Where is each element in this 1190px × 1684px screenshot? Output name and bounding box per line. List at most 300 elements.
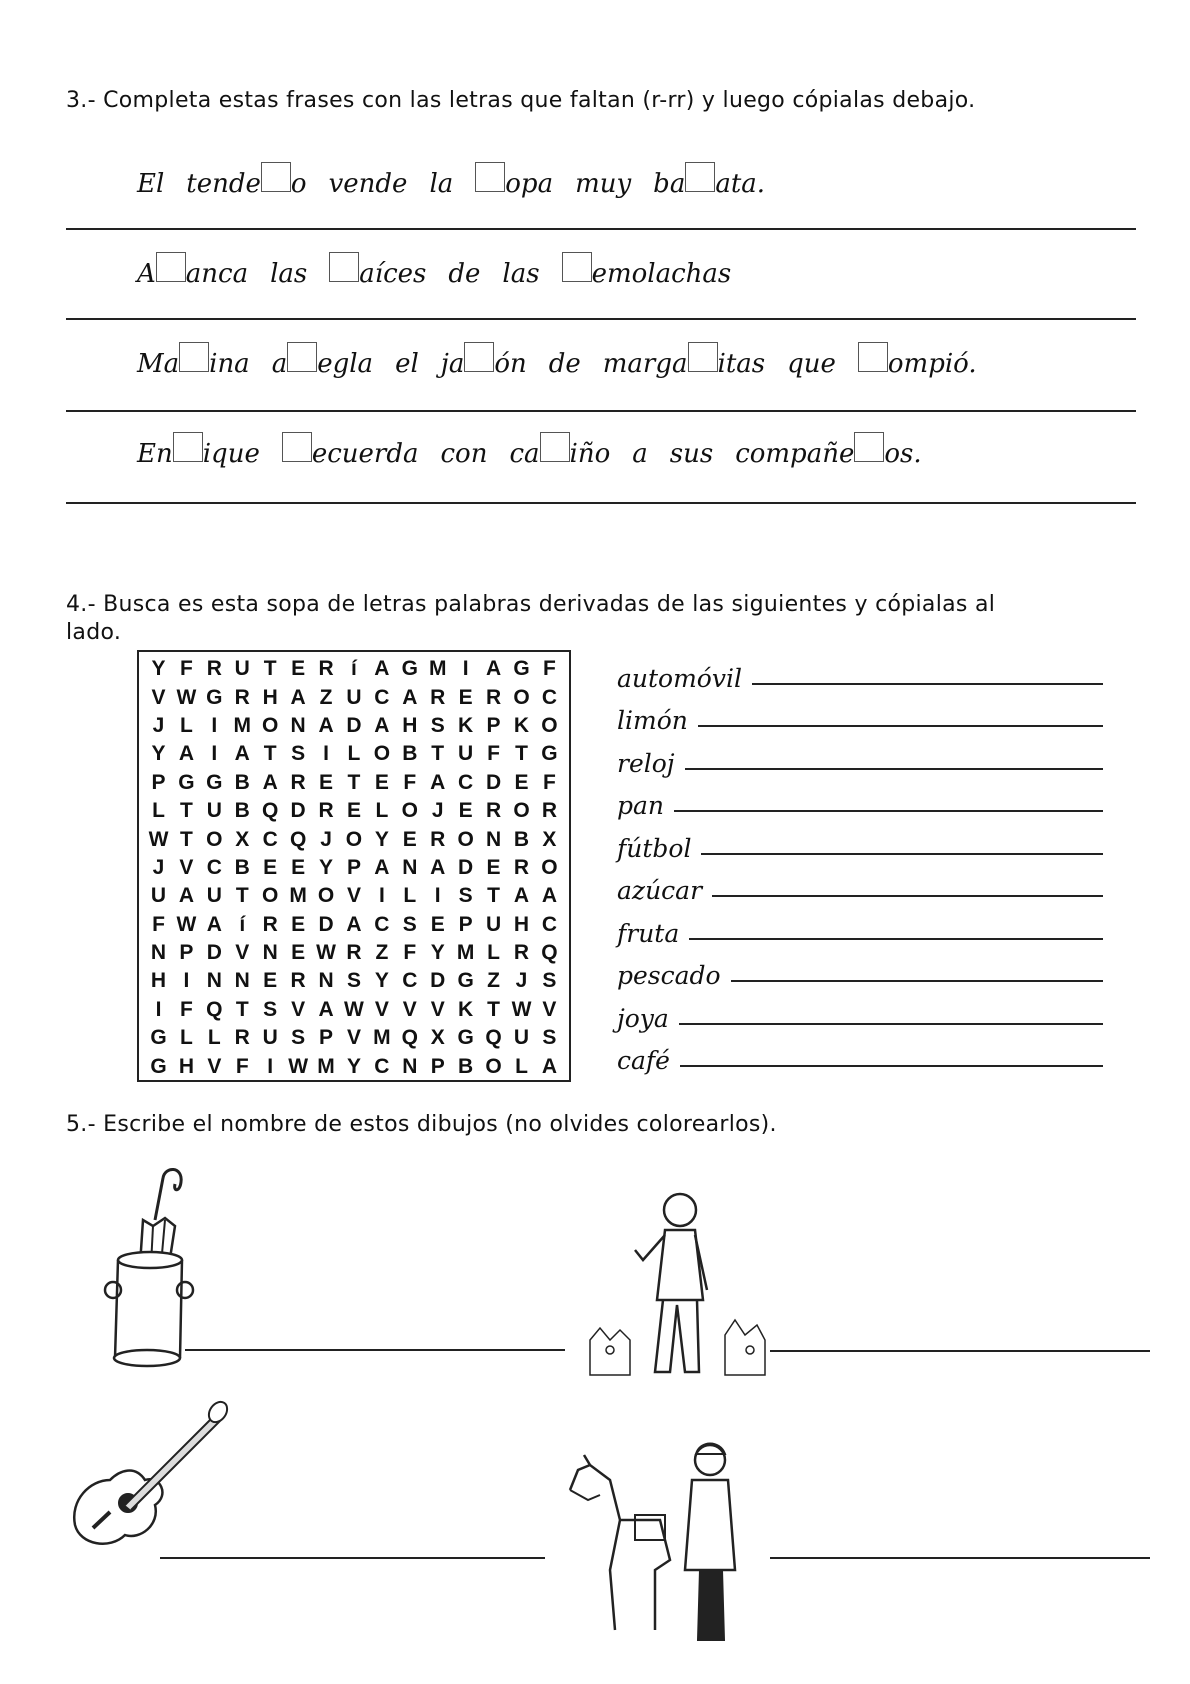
grid-letter[interactable]: Q bbox=[541, 941, 558, 965]
grid-letter[interactable]: R bbox=[234, 685, 250, 709]
grid-letter[interactable]: V bbox=[346, 884, 361, 908]
grid-letter[interactable]: V bbox=[402, 997, 417, 1021]
grid-letter[interactable]: J bbox=[152, 713, 165, 737]
letter-blank-box[interactable] bbox=[261, 162, 291, 192]
grid-letter[interactable]: E bbox=[263, 855, 278, 879]
source-word: café bbox=[617, 1046, 670, 1075]
copy-line-4[interactable] bbox=[66, 502, 1136, 504]
grid-letter[interactable]: F bbox=[487, 742, 500, 766]
letter-blank-box[interactable] bbox=[156, 252, 186, 282]
grid-letter[interactable]: S bbox=[542, 1026, 557, 1050]
grid-letter[interactable]: S bbox=[458, 884, 473, 908]
letter-blank-box[interactable] bbox=[854, 432, 884, 462]
grid-letter[interactable]: N bbox=[290, 713, 306, 737]
grid-row bbox=[145, 797, 563, 825]
grid-letter[interactable]: R bbox=[485, 685, 502, 709]
grid-letter[interactable]: A bbox=[206, 912, 222, 936]
grid-letter[interactable]: E bbox=[430, 912, 445, 936]
grid-letter[interactable]: R bbox=[513, 855, 530, 879]
grid-letter[interactable]: A bbox=[178, 742, 194, 766]
letter-blank-box[interactable] bbox=[562, 252, 592, 282]
grid-letter[interactable]: M bbox=[456, 941, 475, 965]
word-list-item bbox=[617, 905, 1107, 948]
grid-letter[interactable]: T bbox=[487, 884, 500, 908]
grid-row bbox=[145, 967, 563, 995]
grid-letter[interactable]: E bbox=[263, 969, 278, 993]
grid-letter[interactable]: G bbox=[457, 1026, 474, 1050]
grid-letter[interactable]: G bbox=[401, 657, 418, 681]
grid-letter[interactable]: A bbox=[374, 657, 390, 681]
grid-letter[interactable]: V bbox=[542, 997, 557, 1021]
grid-letter[interactable]: U bbox=[262, 1026, 278, 1050]
grid-letter[interactable]: C bbox=[374, 912, 390, 936]
word-fragment: ja bbox=[440, 349, 465, 379]
grid-letter[interactable]: C bbox=[458, 770, 474, 794]
grid-letter[interactable]: C bbox=[374, 685, 390, 709]
grid-letter[interactable]: V bbox=[374, 997, 389, 1021]
grid-letter[interactable]: A bbox=[513, 884, 530, 908]
sentence-word bbox=[575, 169, 631, 199]
answer-line[interactable] bbox=[701, 853, 1103, 855]
grid-letter[interactable]: N bbox=[318, 969, 334, 993]
grid-letter[interactable]: W bbox=[176, 685, 197, 709]
grid-letter[interactable]: J bbox=[320, 827, 332, 851]
grid-letter[interactable]: L bbox=[403, 884, 417, 908]
grid-letter[interactable]: H bbox=[513, 912, 530, 936]
grid-letter[interactable]: S bbox=[291, 742, 306, 766]
grid-letter[interactable]: R bbox=[430, 827, 446, 851]
grid-letter[interactable]: G bbox=[457, 969, 474, 993]
grid-row bbox=[145, 911, 563, 939]
grid-letter[interactable]: D bbox=[290, 799, 306, 823]
grid-letter[interactable]: N bbox=[150, 941, 167, 965]
grid-letter[interactable]: K bbox=[458, 713, 474, 737]
grid-letter[interactable]: C bbox=[402, 969, 418, 993]
grid-letter[interactable]: Y bbox=[430, 941, 445, 965]
grid-letter[interactable]: G bbox=[206, 685, 223, 709]
grid-letter[interactable]: S bbox=[430, 713, 445, 737]
grid-letter[interactable]: J bbox=[431, 799, 444, 823]
exercise-5-heading: 5.- Escribe el nombre de estos dibujos (no olvides colorearlos). bbox=[66, 1112, 777, 1137]
grid-letter[interactable]: D bbox=[318, 912, 334, 936]
grid-letter[interactable]: A bbox=[262, 770, 278, 794]
grid-letter[interactable]: Z bbox=[319, 685, 333, 709]
sentence-word bbox=[137, 169, 164, 199]
grid-letter[interactable]: U bbox=[485, 912, 502, 936]
word-fragment: Ma bbox=[137, 349, 180, 379]
grid-letter[interactable]: Q bbox=[485, 1026, 502, 1050]
grid-letter[interactable]: L bbox=[487, 941, 500, 965]
grid-letter[interactable]: R bbox=[541, 799, 557, 823]
grid-letter[interactable]: T bbox=[263, 657, 277, 681]
sentence-word bbox=[603, 342, 765, 379]
letter-blank-box[interactable] bbox=[287, 342, 317, 372]
sentence-1 bbox=[137, 162, 787, 199]
grid-letter[interactable]: U bbox=[234, 657, 250, 681]
answer-line-guitar[interactable] bbox=[160, 1557, 545, 1559]
grid-letter[interactable]: W bbox=[511, 997, 532, 1021]
grid-letter[interactable]: V bbox=[151, 685, 166, 709]
grid-letter[interactable]: A bbox=[430, 770, 446, 794]
grid-letter[interactable]: B bbox=[402, 742, 418, 766]
grid-letter[interactable]: J bbox=[515, 969, 528, 993]
grid-row bbox=[145, 683, 563, 711]
grid-letter[interactable]: Q bbox=[206, 997, 223, 1021]
grid-letter[interactable]: R bbox=[346, 941, 362, 965]
letter-blank-box[interactable] bbox=[540, 432, 570, 462]
grid-letter[interactable]: F bbox=[235, 1054, 249, 1078]
sentence-3 bbox=[137, 342, 999, 379]
grid-letter[interactable]: W bbox=[316, 941, 336, 965]
grid-letter[interactable]: R bbox=[318, 799, 334, 823]
grid-row bbox=[145, 712, 563, 740]
grid-letter[interactable]: U bbox=[206, 799, 222, 823]
word-fragment: anca bbox=[185, 259, 249, 289]
grid-letter[interactable]: Y bbox=[374, 827, 389, 851]
grid-letter[interactable]: E bbox=[486, 855, 501, 879]
grid-letter[interactable]: C bbox=[541, 685, 557, 709]
letter-blank-box[interactable] bbox=[173, 432, 203, 462]
grid-letter[interactable]: I bbox=[211, 713, 218, 737]
answer-line[interactable] bbox=[689, 938, 1103, 940]
grid-letter[interactable]: Y bbox=[151, 657, 166, 681]
letter-blank-box[interactable] bbox=[329, 252, 359, 282]
answer-line[interactable] bbox=[752, 683, 1103, 685]
grid-letter[interactable]: G bbox=[150, 1054, 167, 1078]
grid-letter[interactable]: D bbox=[430, 969, 446, 993]
grid-letter[interactable]: C bbox=[262, 827, 278, 851]
grid-letter[interactable]: O bbox=[513, 799, 530, 823]
answer-line-giant-figure[interactable] bbox=[770, 1350, 1150, 1352]
sentence-word bbox=[735, 432, 921, 469]
grid-letter[interactable]: E bbox=[291, 657, 306, 681]
word-list-item bbox=[617, 778, 1107, 821]
grid-letter[interactable]: B bbox=[458, 1054, 474, 1078]
grid-letter[interactable]: P bbox=[179, 941, 194, 965]
grid-letter[interactable]: T bbox=[431, 742, 445, 766]
sentence-word bbox=[448, 259, 480, 289]
grid-letter[interactable]: I bbox=[434, 884, 441, 908]
grid-letter[interactable]: K bbox=[458, 997, 474, 1021]
grid-letter[interactable]: A bbox=[346, 912, 362, 936]
grid-letter[interactable]: O bbox=[345, 827, 363, 851]
grid-letter[interactable]: V bbox=[207, 1054, 222, 1078]
grid-letter[interactable]: N bbox=[402, 1054, 418, 1078]
grid-letter[interactable]: L bbox=[375, 799, 389, 823]
grid-letter[interactable]: E bbox=[514, 770, 529, 794]
grid-letter[interactable]: R bbox=[262, 912, 278, 936]
grid-letter[interactable]: K bbox=[513, 713, 530, 737]
grid-letter[interactable]: U bbox=[513, 1026, 530, 1050]
grid-letter[interactable]: T bbox=[180, 827, 193, 851]
grid-letter[interactable]: R bbox=[206, 657, 222, 681]
grid-letter[interactable]: V bbox=[291, 997, 306, 1021]
grid-letter[interactable]: T bbox=[263, 742, 277, 766]
grid-letter[interactable]: F bbox=[180, 657, 193, 681]
grid-letter[interactable]: E bbox=[402, 827, 417, 851]
answer-line[interactable] bbox=[698, 725, 1103, 727]
copy-line-3[interactable] bbox=[66, 410, 1136, 412]
grid-letter[interactable]: P bbox=[151, 770, 166, 794]
grid-letter[interactable]: X bbox=[235, 827, 250, 851]
grid-letter[interactable]: B bbox=[234, 799, 250, 823]
grid-letter[interactable]: R bbox=[430, 685, 446, 709]
grid-letter[interactable]: P bbox=[346, 855, 361, 879]
grid-letter[interactable]: A bbox=[374, 855, 390, 879]
grid-letter[interactable]: W bbox=[176, 912, 197, 936]
grid-letter[interactable]: O bbox=[485, 1054, 502, 1078]
grid-letter[interactable]: V bbox=[430, 997, 445, 1021]
answer-line-umbrella-stand[interactable] bbox=[185, 1349, 565, 1351]
grid-letter[interactable]: E bbox=[291, 941, 306, 965]
grid-letter[interactable]: U bbox=[458, 742, 474, 766]
grid-letter[interactable]: Q bbox=[289, 827, 307, 851]
grid-letter[interactable]: T bbox=[347, 770, 361, 794]
letter-blank-box[interactable] bbox=[688, 342, 718, 372]
word-fragment: muy bbox=[575, 169, 632, 199]
grid-letter[interactable]: G bbox=[150, 1026, 167, 1050]
word-fragment: aíces bbox=[359, 259, 427, 289]
sentence-word bbox=[270, 259, 307, 289]
grid-letter[interactable]: A bbox=[318, 713, 334, 737]
grid-letter[interactable]: O bbox=[373, 742, 391, 766]
grid-letter[interactable]: L bbox=[180, 713, 193, 737]
word-fragment: de bbox=[448, 259, 481, 289]
grid-letter[interactable]: T bbox=[235, 997, 249, 1021]
answer-line[interactable] bbox=[679, 1023, 1103, 1025]
grid-letter[interactable]: R bbox=[290, 969, 306, 993]
grid-letter[interactable]: N bbox=[206, 969, 222, 993]
grid-letter[interactable]: T bbox=[180, 799, 193, 823]
grid-letter[interactable]: O bbox=[513, 685, 530, 709]
word-list-item bbox=[617, 990, 1107, 1033]
grid-letter[interactable]: O bbox=[262, 884, 279, 908]
grid-letter[interactable]: P bbox=[319, 1026, 334, 1050]
grid-letter[interactable]: A bbox=[541, 884, 557, 908]
grid-letter[interactable]: A bbox=[318, 997, 334, 1021]
answer-line[interactable] bbox=[731, 980, 1103, 982]
grid-letter[interactable]: B bbox=[234, 855, 250, 879]
grid-letter[interactable]: M bbox=[428, 657, 447, 681]
letter-blank-box[interactable] bbox=[282, 432, 312, 462]
grid-letter[interactable]: S bbox=[346, 969, 361, 993]
grid-row bbox=[145, 769, 563, 797]
source-word: limón bbox=[617, 706, 688, 735]
answer-line[interactable] bbox=[674, 810, 1103, 812]
word-fragment: ba bbox=[653, 169, 686, 199]
grid-letter[interactable]: M bbox=[317, 1054, 335, 1078]
sentence-word bbox=[787, 349, 836, 379]
grid-letter[interactable]: F bbox=[180, 997, 193, 1021]
word-fragment: el bbox=[395, 349, 419, 379]
grid-letter[interactable]: I bbox=[323, 742, 329, 766]
grid-letter[interactable]: V bbox=[346, 1026, 361, 1050]
grid-letter[interactable]: B bbox=[234, 770, 250, 794]
answer-line[interactable] bbox=[680, 1065, 1103, 1067]
grid-letter[interactable]: L bbox=[347, 742, 361, 766]
grid-letter[interactable]: H bbox=[262, 685, 278, 709]
grid-letter[interactable]: U bbox=[346, 685, 362, 709]
grid-letter[interactable]: O bbox=[317, 884, 335, 908]
grid-letter[interactable]: F bbox=[403, 941, 417, 965]
answer-line[interactable] bbox=[685, 768, 1103, 770]
grid-letter[interactable]: M bbox=[373, 1026, 391, 1050]
grid-letter[interactable]: S bbox=[542, 969, 557, 993]
copy-line-2[interactable] bbox=[66, 318, 1136, 320]
grid-letter[interactable]: I bbox=[462, 657, 469, 681]
grid-letter[interactable]: Q bbox=[401, 1026, 418, 1050]
grid-letter[interactable]: N bbox=[402, 855, 418, 879]
grid-letter[interactable]: Y bbox=[346, 1054, 361, 1078]
grid-letter[interactable]: A bbox=[485, 657, 502, 681]
grid-letter[interactable]: L bbox=[180, 1026, 193, 1050]
grid-letter[interactable]: I bbox=[155, 997, 162, 1021]
grid-letter[interactable]: A bbox=[430, 855, 446, 879]
grid-letter[interactable]: O bbox=[206, 827, 223, 851]
grid-letter[interactable]: W bbox=[288, 1054, 309, 1078]
letter-blank-box[interactable] bbox=[685, 162, 715, 192]
grid-letter[interactable]: V bbox=[235, 941, 250, 965]
grid-letter[interactable]: Z bbox=[487, 969, 500, 993]
grid-letter[interactable]: G bbox=[513, 657, 530, 681]
grid-letter[interactable]: W bbox=[344, 997, 364, 1021]
grid-letter[interactable]: Q bbox=[262, 799, 279, 823]
grid-letter[interactable]: D bbox=[458, 855, 474, 879]
grid-letter[interactable]: R bbox=[290, 770, 306, 794]
word-fragment: emolachas bbox=[591, 259, 732, 289]
grid-letter[interactable]: T bbox=[235, 884, 249, 908]
grid-letter[interactable]: X bbox=[542, 827, 557, 851]
grid-letter[interactable]: R bbox=[318, 657, 334, 681]
grid-letter[interactable]: N bbox=[262, 941, 278, 965]
grid-letter[interactable]: E bbox=[291, 912, 306, 936]
grid-letter[interactable]: Y bbox=[151, 742, 166, 766]
grid-letter[interactable]: E bbox=[291, 855, 306, 879]
grid-letter[interactable]: W bbox=[148, 827, 169, 851]
word-list-item bbox=[617, 863, 1107, 906]
grid-letter[interactable]: L bbox=[152, 799, 165, 823]
grid-letter[interactable]: N bbox=[485, 827, 502, 851]
grid-letter[interactable]: A bbox=[374, 713, 390, 737]
grid-letter[interactable]: G bbox=[541, 742, 558, 766]
grid-letter[interactable]: X bbox=[430, 1026, 445, 1050]
sentence-word bbox=[282, 432, 419, 469]
grid-letter[interactable]: E bbox=[458, 685, 473, 709]
grid-letter[interactable]: V bbox=[179, 855, 194, 879]
grid-letter[interactable]: I bbox=[183, 969, 190, 993]
grid-letter[interactable]: C bbox=[374, 1054, 390, 1078]
grid-letter[interactable]: A bbox=[541, 1054, 557, 1078]
grid-letter[interactable]: U bbox=[150, 884, 167, 908]
grid-letter[interactable]: C bbox=[541, 912, 557, 936]
grid-letter[interactable]: T bbox=[487, 997, 500, 1021]
grid-letter[interactable]: D bbox=[346, 713, 362, 737]
grid-letter[interactable]: E bbox=[319, 770, 334, 794]
grid-letter[interactable]: R bbox=[513, 941, 530, 965]
word-fragment: las bbox=[502, 259, 540, 289]
grid-letter[interactable]: O bbox=[541, 855, 558, 879]
grid-row bbox=[145, 939, 563, 967]
grid-letter[interactable]: E bbox=[346, 799, 361, 823]
grid-letter[interactable]: F bbox=[542, 770, 556, 794]
grid-letter[interactable]: R bbox=[485, 799, 502, 823]
grid-letter[interactable]: A bbox=[402, 685, 418, 709]
grid-letter[interactable]: S bbox=[263, 997, 278, 1021]
letter-blank-box[interactable] bbox=[179, 342, 209, 372]
answer-line-horse-rider[interactable] bbox=[770, 1557, 1150, 1559]
grid-letter[interactable]: í bbox=[351, 657, 357, 681]
grid-letter[interactable]: N bbox=[234, 969, 250, 993]
answer-line[interactable] bbox=[712, 895, 1103, 897]
grid-letter[interactable]: U bbox=[206, 884, 222, 908]
grid-letter[interactable]: I bbox=[378, 884, 385, 908]
grid-letter[interactable]: í bbox=[239, 912, 246, 936]
grid-letter[interactable]: L bbox=[207, 1026, 221, 1050]
grid-letter[interactable]: F bbox=[542, 657, 556, 681]
word-fragment: tende bbox=[186, 169, 261, 199]
source-word: automóvil bbox=[617, 663, 742, 693]
grid-letter[interactable]: F bbox=[152, 912, 165, 936]
grid-letter[interactable]: R bbox=[234, 1026, 250, 1050]
grid-letter[interactable]: A bbox=[178, 884, 194, 908]
grid-letter[interactable]: H bbox=[178, 1054, 194, 1078]
grid-letter[interactable]: C bbox=[206, 855, 222, 879]
letter-blank-box[interactable] bbox=[475, 162, 505, 192]
grid-letter[interactable]: L bbox=[515, 1054, 528, 1078]
grid-letter[interactable]: G bbox=[178, 770, 195, 794]
grid-letter[interactable]: S bbox=[402, 912, 417, 936]
letter-blank-box[interactable] bbox=[858, 342, 888, 372]
grid-letter[interactable]: M bbox=[233, 713, 252, 737]
grid-letter[interactable]: G bbox=[206, 770, 223, 794]
sentence-word bbox=[440, 439, 487, 469]
grid-letter[interactable]: A bbox=[290, 685, 306, 709]
grid-letter[interactable]: D bbox=[206, 941, 222, 965]
sentence-word bbox=[137, 342, 250, 379]
grid-letter[interactable]: Y bbox=[374, 969, 389, 993]
grid-letter[interactable]: H bbox=[402, 713, 418, 737]
grid-letter[interactable]: O bbox=[457, 827, 474, 851]
sentence-word bbox=[441, 342, 527, 379]
grid-letter[interactable]: T bbox=[515, 742, 528, 766]
grid-letter[interactable]: P bbox=[458, 912, 473, 936]
grid-letter[interactable]: Z bbox=[375, 941, 389, 965]
grid-letter[interactable]: Y bbox=[319, 855, 334, 879]
grid-letter[interactable]: A bbox=[234, 742, 250, 766]
sentence-word bbox=[475, 162, 553, 199]
grid-letter[interactable]: E bbox=[458, 799, 473, 823]
grid-letter[interactable]: B bbox=[513, 827, 530, 851]
grid-letter[interactable]: J bbox=[152, 855, 165, 879]
grid-letter[interactable]: H bbox=[150, 969, 167, 993]
word-fragment: compañe bbox=[735, 439, 855, 469]
copy-line-1[interactable] bbox=[66, 228, 1136, 230]
grid-letter[interactable]: I bbox=[267, 1054, 274, 1078]
grid-letter[interactable]: P bbox=[430, 1054, 445, 1078]
grid-letter[interactable]: M bbox=[289, 884, 307, 908]
grid-letter[interactable]: S bbox=[291, 1026, 306, 1050]
grid-letter[interactable]: O bbox=[262, 713, 279, 737]
grid-letter[interactable]: I bbox=[211, 742, 218, 766]
grid-letter[interactable]: O bbox=[401, 799, 418, 823]
grid-letter[interactable]: O bbox=[541, 713, 558, 737]
grid-letter[interactable]: E bbox=[374, 770, 389, 794]
grid-letter[interactable]: D bbox=[485, 770, 502, 794]
grid-letter[interactable]: P bbox=[486, 713, 501, 737]
letter-blank-box[interactable] bbox=[464, 342, 494, 372]
word-list-item bbox=[617, 1033, 1107, 1076]
grid-letter[interactable]: F bbox=[403, 770, 417, 794]
